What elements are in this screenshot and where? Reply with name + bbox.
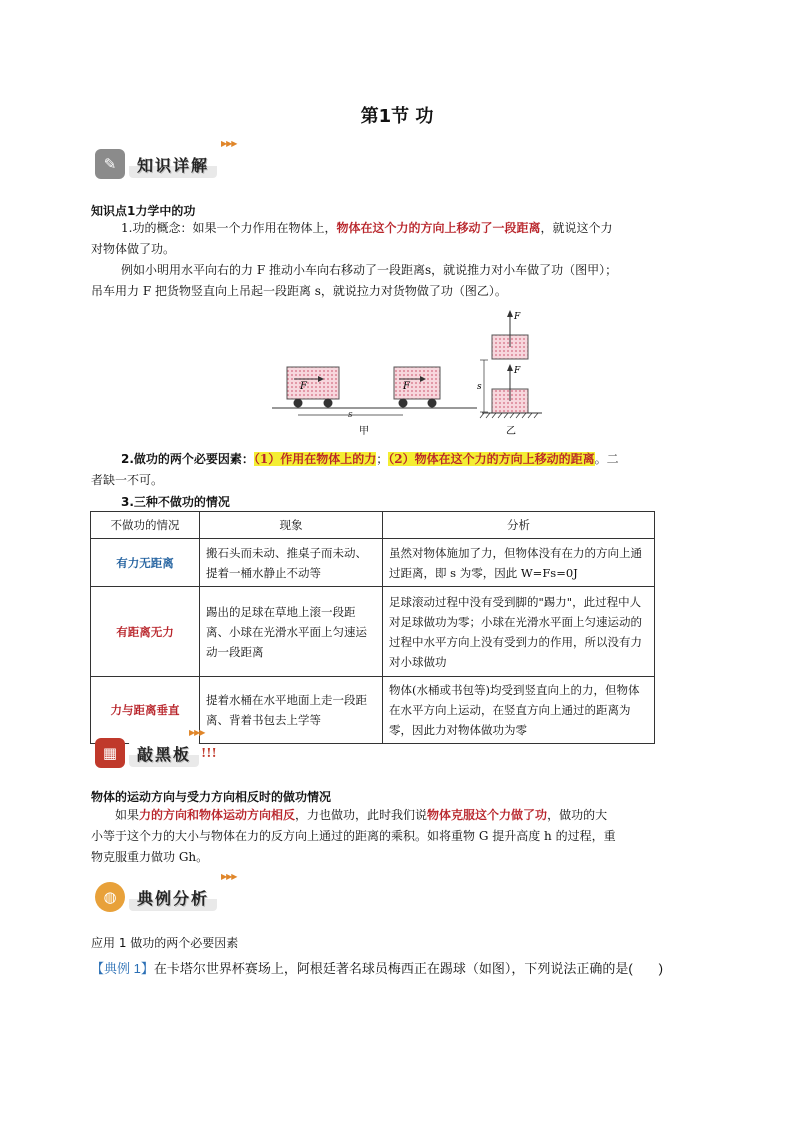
table-cell-phenomenon: 搬石头而未动、推桌子而未动、提着一桶水静止不动等 xyxy=(200,539,383,587)
force-label: F xyxy=(300,381,307,392)
examples-banner-label: 典例分析 xyxy=(129,884,217,911)
table-row xyxy=(91,539,655,587)
table-header-row xyxy=(91,512,655,539)
blackboard-banner-label: 敲黑板 xyxy=(129,740,199,767)
table-cell-phenomenon: 提着水桶在水平地面上走一段距离、背着书包去上学等 xyxy=(200,677,383,744)
blackboard-banner xyxy=(95,728,217,770)
table-row xyxy=(91,677,655,744)
figure-label-yi: 乙 xyxy=(506,426,516,437)
work-figure xyxy=(262,305,552,437)
kp1-example-line2: 吊车用力 F 把货物竖直向上吊起一段距离 s，就说拉力对货物做了功（图乙）。 xyxy=(91,284,507,298)
force-label-4: F xyxy=(514,366,521,376)
kp1-item2-hl1: （1）作用在物体上的力 xyxy=(253,452,377,466)
table-header: 不做功的情况 xyxy=(91,512,200,539)
cart-wheel xyxy=(294,399,303,408)
kp1-item1-line2: 对物体做了功。 xyxy=(91,242,176,256)
table-cell-case: 有力无距离 xyxy=(91,539,200,587)
table-row xyxy=(91,587,655,677)
kp1-item1-suffix: ，就说这个力 xyxy=(540,221,613,235)
bb-line3: 物克服重力做功 Gh。 xyxy=(91,850,209,864)
example-label: 【典例 1】 xyxy=(91,961,154,976)
kp1-heading: 知识点1力学中的功 xyxy=(91,204,196,218)
blackboard-bang: !!! xyxy=(201,746,217,760)
kp1-item1-red: 物体在这个力的方向上移动了一段距离 xyxy=(336,221,541,235)
example-1 xyxy=(91,958,711,977)
bb-suffix: ，做功的大 xyxy=(547,808,608,822)
pencil-icon: ✎ xyxy=(95,149,125,179)
kp1-example-line1: 例如小明用水平向右的力 F 推动小车向右移动了一段距离s，就说推力对小车做了功（图甲）； xyxy=(121,263,618,277)
table-cell-case: 有距离无力 xyxy=(91,587,200,677)
knowledge-banner xyxy=(95,139,237,181)
table-cell-analysis: 物体(水桶或书包等)均受到竖直向上的力，但物体在水平方向上运动，在竖直方向上通过的距离为零，因此力对物体做功为零 xyxy=(383,677,655,744)
arrows-icon: ▶▶▶ xyxy=(221,872,237,881)
table-cell-analysis: 虽然对物体施加了力，但物体没有在力的方向上通过距离，即 s 为零，因此 W=Fs=0J xyxy=(383,539,655,587)
kp1-item3: 3.三种不做功的情况 xyxy=(121,495,230,509)
bb-red1: 力的方向和物体运动方向相反 xyxy=(139,808,296,822)
bb-red2: 物体克服这个力做了功 xyxy=(427,808,548,822)
distance-label-2: s xyxy=(477,382,482,392)
blackboard-heading: 物体的运动方向与受力方向相反时的做功情况 xyxy=(91,790,332,804)
no-work-table xyxy=(90,511,655,744)
distance-label: s xyxy=(348,410,353,420)
cart-box-right xyxy=(394,367,440,399)
table-cell-phenomenon: 踢出的足球在草地上滚一段距离、小球在光滑水平面上匀速运动一段距离 xyxy=(200,587,383,677)
arrows-icon: ▶▶▶ xyxy=(221,139,237,148)
kp1-item2-prefix: 2.做功的两个必要因素： xyxy=(121,452,254,466)
bb-line2: 小等于这个力的大小与物体在力的反方向上通过的距离的乘积。如将重物 G 提升高度 h 的过程，重 xyxy=(91,829,616,843)
kp1-item2 xyxy=(91,449,703,491)
arrows-icon: ▶▶▶ xyxy=(189,728,205,737)
table-header: 现象 xyxy=(200,512,383,539)
table-header: 分析 xyxy=(383,512,655,539)
cart-box-left xyxy=(287,367,339,399)
bb-prefix: 如果 xyxy=(115,808,140,822)
kp1-item1-prefix: 1.功的概念：如果一个力作用在物体上， xyxy=(121,221,337,235)
cart-wheel xyxy=(324,399,333,408)
kp1-item2-suffix: 。二 xyxy=(594,452,619,466)
kp1-item2-sep: ； xyxy=(376,452,389,466)
kp1-item2-hl2: （2）物体在这个力的方向上移动的距离 xyxy=(388,452,595,466)
kp1-item2-line2: 者缺一不可。 xyxy=(91,473,164,487)
page-title: 第1节 功 xyxy=(360,106,434,127)
globe-icon: ◍ xyxy=(95,882,125,912)
bb-mid: ，力也做功，此时我们说 xyxy=(295,808,428,822)
knowledge-banner-label: 知识详解 xyxy=(129,151,217,178)
table-cell-analysis: 足球滚动过程中没有受到脚的"踢力"，此过程中人对足球做功为零；小球在光滑水平面上匀速运动的过程中水平方向上没有受到力的作用，所以没有力对小球做功 xyxy=(383,587,655,677)
table-cell-case: 力与距离垂直 xyxy=(91,677,200,744)
examples-banner xyxy=(95,872,237,914)
application-heading: 应用 1 做功的两个必要因素 xyxy=(91,936,239,950)
calendar-icon: ▦ xyxy=(95,738,125,768)
example-text: 在卡塔尔世界杯赛场上，阿根廷著名球员梅西正在踢球（如图），下列说法正确的是( ) xyxy=(153,961,664,976)
force-label-2: F xyxy=(403,381,410,392)
kp1-item1 xyxy=(91,218,703,302)
blackboard-paragraph xyxy=(91,805,703,868)
force-label-3: F xyxy=(514,312,521,322)
figure-label-jia: 甲 xyxy=(359,426,369,437)
